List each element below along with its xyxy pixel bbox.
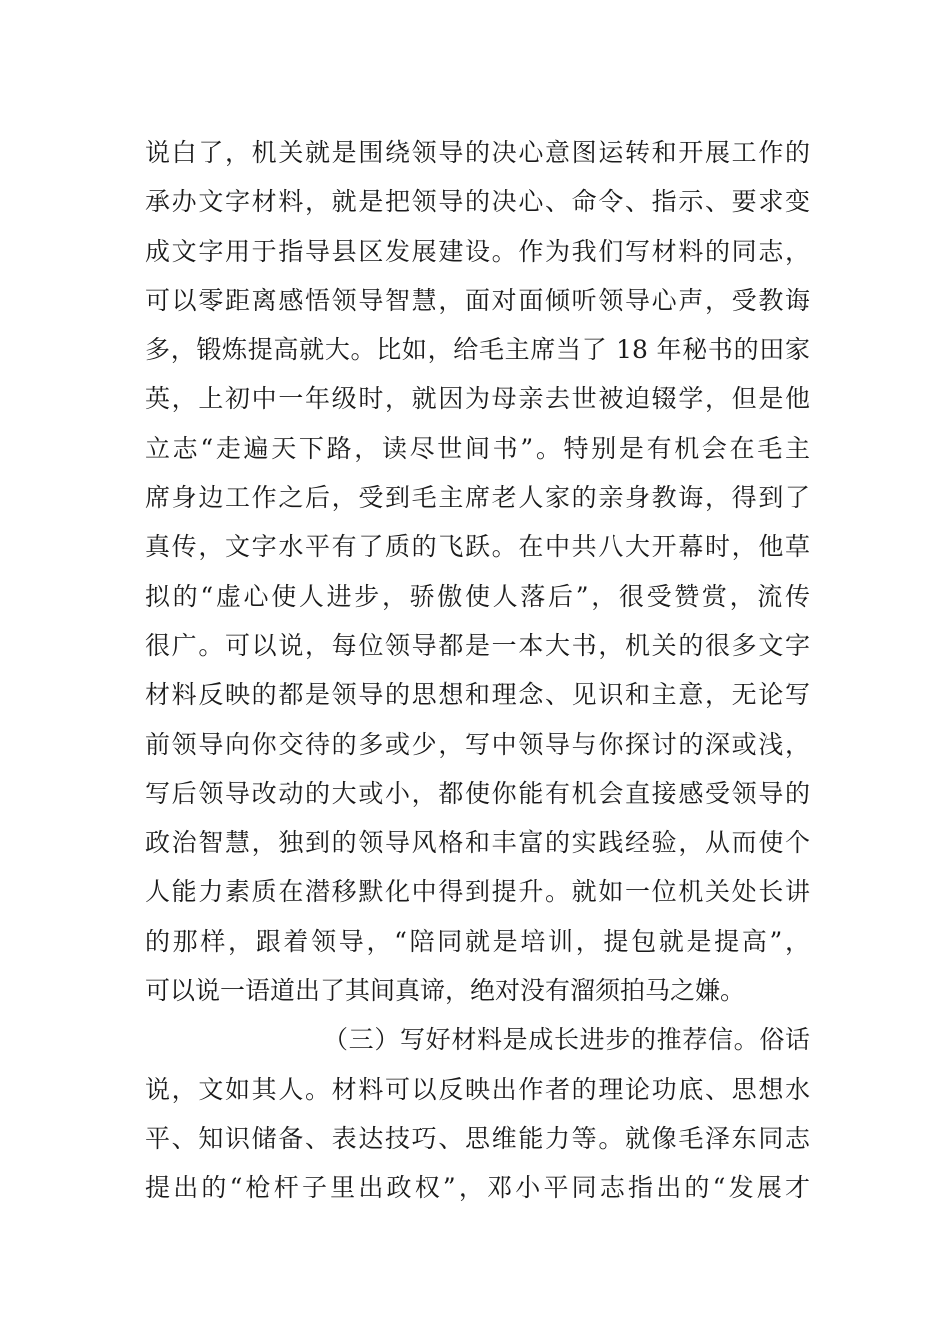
text-line: 人能力素质在潜移默化中得到提升。就如一位机关处长讲: [145, 877, 810, 907]
text-line: 说，文如其人。材料可以反映出作者的理论功底、思想水: [145, 1074, 810, 1104]
text-line: 说白了，机关就是围绕领导的决心意图运转和开展工作的: [145, 138, 810, 167]
paragraph-end-line: 可以说一语道出了其间真谛，绝对没有溜须拍马之嫌。: [145, 976, 746, 1006]
text-line: 英，上初中一年级时，就因为母亲去世被迫辍学，但是他: [145, 384, 810, 414]
document-body-text: [145, 128, 810, 1213]
text-line: 立志“走遍天下路，读尽世间书”。特别是有机会在毛主: [145, 433, 810, 463]
text-line: 拟的“虚心使人进步，骄傲使人落后”，很受赞赏，流传: [145, 581, 810, 611]
text-line: 前领导向你交待的多或少，写中领导与你探讨的深或浅，: [145, 729, 810, 759]
text-line: 多，锻炼提高就大。比如，给毛主席当了 18 年秘书的田家: [145, 335, 810, 365]
text-line: 真传，文字水平有了质的飞跃。在中共八大开幕时，他草: [145, 532, 810, 562]
text-line: 写后领导改动的大或小，都使你能有机会直接感受领导的: [145, 778, 810, 808]
text-line: 政治智慧，独到的领导风格和丰富的实践经验，从而使个: [145, 828, 810, 858]
section-heading-line: （三）写好材料是成长进步的推荐信。俗话: [323, 1025, 810, 1055]
text-line: 平、知识储备、表达技巧、思维能力等。就像毛泽东同志: [145, 1123, 810, 1153]
text-line: 承办文字材料，就是把领导的决心、命令、指示、要求变: [145, 187, 810, 217]
text-line: 席身边工作之后，受到毛主席老人家的亲身教诲，得到了: [145, 483, 810, 513]
text-line: 材料反映的都是领导的思想和理念、见识和主意，无论写: [145, 680, 810, 710]
text-line: 很广。可以说，每位领导都是一本大书，机关的很多文字: [145, 630, 810, 660]
text-line: 成文字用于指导县区发展建设。作为我们写材料的同志，: [145, 236, 810, 266]
text-line: 可以零距离感悟领导智慧，面对面倾听领导心声，受教诲: [145, 285, 810, 315]
text-line: 的那样，跟着领导，“陪同就是培训，提包就是提高”，: [145, 926, 810, 956]
text-line: 提出的“枪杆子里出政权”，邓小平同志指出的“发展才: [145, 1173, 810, 1203]
